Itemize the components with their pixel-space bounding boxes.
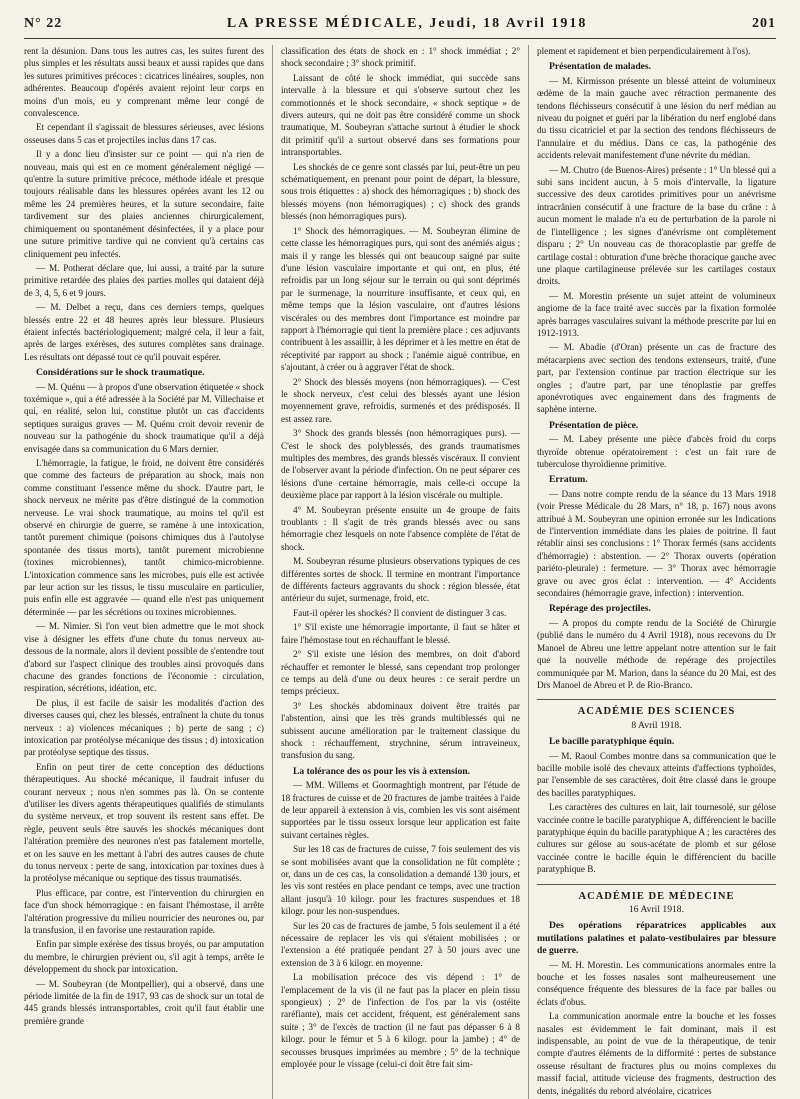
paragraph: 3° Shock des grands blessés (non hémorragiques purs). — C'est le shock des polyblessés, des grands traumatismes multiples des membres, des grands blessés viscéraux. Il convient de l'observer avant la période d'infection. On ne peut séparer ces lésions d'une certaine hémorragie, mais celle-ci occupe la deuxième place par rapport à la lésion viscérale ou multiple. [281,428,520,501]
paragraph: 3° Les shockés abdominaux doivent être traités par l'abstention, ainsi que les très grands multiblessés qui ne subissent aucune amélioration par le traitement classique du shock : réchauffement, strychnine, sérum intraveineux, transfusion du sang. [281,700,520,761]
article-heading [537,736,776,748]
heading-text: Le bacille paratyphique équin. [549,736,675,748]
section-title-academie-sciences: ACADÉMIE DES SCIENCES [537,699,776,718]
heading-text: La tolérance des os pour les vis à extension. [293,765,471,777]
paragraph: 4° M. Soubeyran présente ensuite un 4e groupe de faits troublants : Il s'agit de très grands blessés avec ou sans hémorragie chez lesquels on note l'absence complète de l'état de shock. [281,504,520,552]
article-heading [281,766,520,778]
article-heading [537,61,776,73]
heading-text: Considérations sur le shock traumatique. [36,367,205,379]
paragraph: — MM. Willems et Goormaghtigh montrent, par l'étude de 18 fractures de cuisse et de 20 fractures de jambe traitées à l'aide de leur appareil à extension à vis, combien les vis sont aisément supportées par le tissu osseux lorsque leur application est faite suivant certaines règles. [281,780,520,840]
paragraph: — M. Raoul Combes montre dans sa communication que le bacille mobile isolé des chevaux atteints d'affections typhoïdes, par l'ensemble de ses caractères, doit être classé dans le groupe des bacilles paratyphiques. [537,750,776,798]
paragraph: — M. Chutro (de Buenos-Aires) présente : 1° Un blessé qui a subi sans incident aucun, à 5 mois d'intervalle, la ligature successive des deux carotides primitives pour un anévrisme intracrânien consécutif à une fracture de la base du crâne : à aucun moment le malade n'a eu de perturbation de la parole ni de l'intelligence ; les signes d'anévrisme ont complètement disparu ; 2° Un nouveau cas de thoracoplastie par greffe de cartilage costal : obturation d'une brèche thoracique gauche avec une plaque cartilagineuse prélevée sur les cartilages costaux droits. [537,164,776,287]
paragraph: L'hémorragie, la fatigue, le froid, ne doivent être considérés que comme des facteurs de préparation au shock, mais non comme constituant l'essence même du shock. D'autre part, le shock nerveux ne mérite pas d'être distingué de la commotion nerveuse. Le vrai shock traumatique, au moins tel qu'il est observé en chirurgie de guerre, se ramène à une intoxication, tantôt purement chimique (poisons chimiques dus à l'autolyse spontanée des tissus morts), tantôt purement microbienne (toxines microbiennes), tantôt chimico-microbienne. L'intoxication commence sans les microbes, puis elle est activée par leur action sur les tissus, le tissu musculaire en particulier, puis enfin elle est aggravée — quand elle n'est pas uniquement déterminée — par les sécrétions ou toxines microbiennes. [24,458,264,617]
section-title-academie-medecine: ACADÉMIE DE MÉDECINE [537,884,776,903]
paragraph: De plus, il est facile de saisir les modalités d'action des diverses causes qui, chez les blessés, entraînent la chute du tonus nerveux : a) violences mécaniques ; b) perte de sang ; c) intoxication par protéolyse mécanique des tissus ; d) intoxication par protéolyse septique des tissus. [24,697,264,758]
paragraph: — M. Labey présente une pièce d'abcès froid du corps thyroïde obtenue opératoirement : c'est un fait rare de tuberculose thyroïdienne primitive. [537,434,776,469]
page-number: 201 [752,16,776,31]
paragraph: Il y a donc lieu d'insister sur ce point — qui n'a rien de nouveau, mais qui est en ce moment généralement négligé — qu'entre la suture primitive précoce, méthode idéale et presque toujours réalisable dans les blessures opérées avant les 12 ou même les 24 premières heures, et la suture secondaire, faite tardivement sur des plaies anciennes chirurgicalement, chimiquement ou spontanément désinfectées, il y a place pour une suture primitive tardive qui ne convient qu'à certains cas cliniquement peu infectés. [24,149,264,259]
section-date: 8 Avril 1918. [631,719,682,731]
paragraph: — M. Soubeyran (de Montpellier), qui a observé, dans une période limitée de la fin de 1917, 93 cas de shock sur un total de 445 grands blessés intransportables, croit qu'il faut établir une première grande [24,978,264,1026]
heading-text: Présentation de pièce. [549,419,639,431]
paragraph: — M. Kirmisson présente un blessé atteint de volumineux œdème de la main gauche avec rétraction permanente des tendons fléchisseurs consécutif à une lésion du nerf médian au niveau du poignet et guéri par la libération du nerf englobé dans du tissu cicatriciel et par la section des tendons fléchisseurs de l'annulaire et du médius. Dans ce cas, la pathogénie des accidents relevait manifestement d'une névrite du médian. [537,75,776,161]
paragraph: — M. Quénu — à propos d'une observation étiquetée « shock toxémique », qui a été adressée à la Société par M. Villechaise et qui, en réalité, selon lui, constitue plutôt un cas d'accidents septiques suraigus graves — M. Quénu croit devoir revenir de nouveau sur la pathogénie du shock traumatique qu'il a déjà envisagée dans sa communication du 6 Mars dernier. [24,381,264,454]
paragraph: plement et rapidement et bien perpendiculairement à l'os). [537,46,751,56]
heading-text: Erratum. [549,474,588,486]
paragraph: — M. H. Morestin. Les communications anormales entre la bouche et les fosses nasales sont malheureusement une conséquence fréquente des blessures de la face par balles ou éclats d'obus. [537,959,776,1007]
article-heading [537,420,776,432]
column-3 [528,45,776,1099]
column-2 [272,45,520,1099]
paragraph: — M. Morestin présente un sujet atteint de volumineux angiome de la face traité avec succès par la fixation formolée après barrages vasculaires suivant la méthode prescrite par lui en 1912-1913. [537,290,776,338]
heading-text: Des opérations réparatrices applicables aux mutilations palatines et palato-vestibulaires par blessure de guerre. [537,920,776,957]
journal-title: LA PRESSE MÉDICALE, Jeudi, 18 Avril 1918 [226,16,588,31]
column-1 [24,45,264,1099]
article-heading [537,920,776,957]
paragraph: Laissant de côté le shock immédiat, qui succède sans intervalle à la blessure et qui s'observe surtout chez les commotionnés et le shock secondaire, « shock septique » de divers auteurs, qui ne doit pas être considéré comme un shock traumatique, M. Soubeyran s'attache surtout à étudier le shock dit primitif qu'il a surtout observé dans ses formations pour intransportables. [281,72,520,158]
text-columns [24,45,776,1096]
section-date: 16 Avril 1918. [629,904,684,915]
paragraph: — M. Delbet a reçu, dans ces derniers temps, quelques blessés entre 22 et 48 heures après leur blessure. Plusieurs étaient infectés bactériologiquement; malgré cela, il leur a fait, après de larges exérèses, des sutures complètes sans drainage. Les résultats ont dépassé tout ce qu'il pouvait espérer. [24,302,264,362]
paragraph: La communication anormale entre la bouche et les fosses nasales est évidemment le fait dominant, mais il est indispensable, au point de vue de la thérapeutique, de tenir compte d'autres éléments de la difformité : pertes de substance osseuse résultant de fractures plus ou moins complexes du massif facial, attitude vicieuse des fragments, destruction des dents, inégalités du rebord alvéolaire, cicatrices [537,1011,776,1096]
page-header [24,16,776,39]
paragraph: classification des états de shock en : 1° shock immédiat ; 2° shock secondaire ; 3° shock primitif. [281,46,520,69]
paragraph: 1° S'il existe une hémorragie importante, il faut se hâter et faire l'hémostase tout en réchauffant le blessé. [281,622,520,645]
heading-text: Repérage des projectiles. [549,603,651,615]
paragraph: — Dans notre compte rendu de la séance du 13 Mars 1918 (voir Presse Médicale du 28 Mars, n° 18, p. 167) nous avons attribué à M. Soubeyran une opinion erronée sur les Indications de l'intervention immédiate dans les plaies de poitrine. Il faut rétablir ainsi ses conclusions : 1° Thorax fermés (sans accidents d'hémorragie) : abstention. — 2° Thorax ouverts (opération pariéto-pleurale) : fermeture. — 3° Thorax avec hémorragie grave ou avec gros éclat : intervention. — 4° Accidents secondaires (hémorragie grave, infection) : intervention. [537,488,776,599]
paragraph: — M. Potherat déclare que, lui aussi, a traité par la suture primitive retardée des plaies des parties molles qui dataient déjà de 3, 4, 5, 6 et 9 jours. [24,262,264,298]
paragraph: — M. Nimier. Si l'on veut bien admettre que le mot shock vise à désigner les effets d'une chute du tonus nerveux au-dessous de la normale, alors il devient possible de s'entendre tout d'abord sur l'aspect clinique des troubles ainsi provoqués dans chacune des grandes fonctions de l'économie : circulation, respiration, sécrétions, idéation, etc. [24,621,264,694]
article-heading [537,474,776,486]
article-heading [24,367,264,379]
paragraph: Plus efficace, par contre, est l'intervention du chirurgien en face d'un shock hémorragique : en faisant l'hémostase, il arrête l'altération progressive du milieu nourricier des neurones ou, par la transfusion, il en favorise une restauration rapide. [24,887,264,936]
paragraph: — M. Abadie (d'Oran) présente un cas de fracture des métacarpiens avec section des tendons extenseurs, traité, d'une part, par l'extension continue par traction électrique sur les ongles ; d'autre part, par une ténoplastie par greffes aponévrotiques avec engainement dans des fragments de saphène interne. [537,342,776,415]
paragraph: 1° Shock des hémorragiques. — M. Soubeyran élimine de cette classe les hémorragiques purs, qui sont des anémiés aigus ; mais il y range les blessés qui ont beaucoup saigné par suite d'une lésion vasculaire importante et qui ont, en plus, été refroidis par un long séjour sur le terrain ou qui sont déprimés par le surmenage, la nourriture insuffisante, et ceux qui, en même temps que la lésion vasculaire, ont d'autres lésions viscérales ou des membres dont l'importance est moindre par rapport à l'hémorragie qui tient la première place : ces adjuvants contribuent à les assaillir, à les déprimer et à les mettre en état de réceptivité par rapport au shock ; l'anémie aiguë contribue, en s'ajoutant, à créer ou à aggraver l'état de shock. [281,225,520,373]
paragraph: Sur les 18 cas de fractures de cuisse, 7 fois seulement des vis se sont mobilisées avant que la consolidation ne fût complète ; or, dans un de ces cas, la consolidation a demandé 130 jours, et les vis sont restées en place pendant ce temps, avec une traction allant jusqu'à 10 kilogr. pour les fractures suspendues et 18 kilogr. pour les non-suspendues. [281,844,520,917]
article-heading [537,603,776,615]
heading-text: Présentation de malades. [549,61,652,73]
paragraph: — A propos du compte rendu de la Société de Chirurgie (publié dans le numéro du 4 Avril 1918), nous recevons du Dr Manoel de Abreu une lettre appelant notre attention sur le fait que la nouvelle méthode de repérage des projectiles communiquée par M. Marion, dans la séance du 20 Mai, est des Drs Manoel de Abreu et P. de Rio-Branco. [537,617,776,690]
paragraph: Enfin par simple exérèse des tissus broyés, ou par amputation du membre, le chirurgien prévient ou, s'il agit à temps, arrête le développement du shock par intoxication. [24,939,264,975]
paragraph: M. Soubeyran résume plusieurs observations typiques de ces différentes sortes de shock. Il termine en montrant l'importance de différents facteurs aggravants du shock : région blessée, état antérieur du sujet, surmenage, froid, etc. [281,556,520,604]
paragraph: La mobilisation précoce des vis dépend : 1° de l'emplacement de la vis (il ne faut pas la placer en plein tissu spongieux) ; 2° de l'infection de l'os par la vis (ostéite raréfiante), mais cet accident, fréquent, est généralement sans suite ; 3° de l'excès de traction (il ne faut pas dépasser 6 à 8 kilogr. pour le fémur et 5 à 6 kilogr. pour la jambe) ; 4° de secousses brusques imprimées au membre ; 5° de la technique employée pour le vissage (celui-ci doit être fait sim- [281,972,520,1070]
paragraph: 2° Shock des blessés moyens (non hémorragiques). — C'est le shock nerveux, c'est celui des blessés ayant une lésion moyennement grave, refroidis, surmenés et des prédisposés. Il est assez rare. [281,376,520,424]
paragraph: rent la désunion. Dans tous les autres cas, les suites furent des plus simples et les résultats aussi beaux et aussi rapides que dans les sutures primitives précoces : cicatrices linéaires, souples, non adhérentes. Beaucoup d'opérés avaient rejoint leur corps en moins d'un mois, eu y comprenant même leur congé de convalescence. [24,46,264,119]
paragraph: Faut-il opérer les shockés? Il convient de distinguer 3 cas. [293,607,507,618]
issue-number: N° 22 [24,16,63,31]
paragraph: Les caractères des cultures en lait, lait tournesolé, sur gélose vaccinée contre le bacille paratyphique A, différencient le bacille paratyphique équin du bacille paratyphique A ; les caractères des cultures sur gélose au sous-acétate de plomb et sur gélose vaccinée contre le bacille équin le différencient du bacille paratyphique B. [537,802,776,875]
paragraph: Les shockés de ce genre sont classés par lui, peut-être un peu schématiquement, en prenant pour point de départ, la blessure, sous trois étiquettes : a) shock des hémorragiques ; b) shock des blessés moyens (non hémorragiques) ; c) shock des grands blessés (non hémorragiques purs). [281,161,520,222]
paragraph: 2° S'il existe une lésion des membres, on doit d'abord réchauffer et remonter le blessé, sans cependant trop prolonger ce temps au delà d'une ou deux heures : ce serait perdre un temps précieux. [281,649,520,697]
paragraph: Et cependant il s'agissait de blessures sérieuses, avec lésions osseuses dans 5 cas et projectiles inclus dans 17 cas. [24,122,264,145]
paragraph: Enfin on peut tirer de cette conception des déductions thérapeutiques. Au shocké mécanique, il faudrait infuser du courant nerveux ; nous n'en sommes pas là. On se contente d'utiliser les divers agents thérapeutiques qualifiés de stimulants du système nerveux, et trop souvent ils restent sans effet. De règle, peuvent seuls être sauvés les shockés mécaniques dont l'altération première des neurones n'est pas fatalement mortelle, et on les sauve en les mettant à l'abri des autres causes de chute du tonus nerveux : perte de sang, intoxication par toxines dues à la protéolyse mécanique ou septique des tissus traumatisés. [24,761,264,884]
paragraph: Sur les 20 cas de fractures de jambe, 5 fois seulement il a été nécessaire de replacer les vis qui s'étaient mobilisées ; or l'extension a été pratiquée pendant 27 à 50 jours avec une extension de 3 à 6 kilogr. en moyenne. [281,920,520,968]
